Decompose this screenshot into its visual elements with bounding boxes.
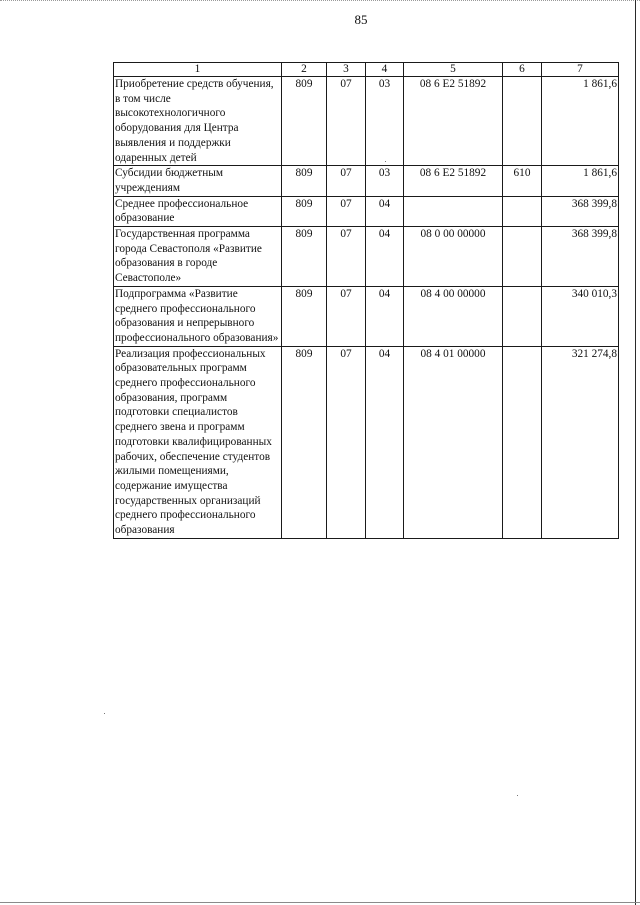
row-name-cell: Среднее профессиональное образование: [114, 196, 282, 226]
header-col-2: 2: [282, 63, 327, 77]
row-amount-cell: 321 274,8: [542, 346, 619, 538]
row-type-cell: [503, 346, 542, 538]
scan-speck: [104, 713, 105, 714]
scan-speck: [517, 795, 518, 796]
header-col-3: 3: [327, 63, 366, 77]
row-target-cell: 08 0 00 00000: [404, 227, 503, 287]
table-body: [114, 77, 619, 539]
header-col-5: 5: [404, 63, 503, 77]
row-name-cell: Субсидии бюджетным учреждениям: [114, 166, 282, 196]
row-type-cell: [503, 227, 542, 287]
row-target-cell: [404, 196, 503, 226]
row-name-cell: Подпрограмма «Развитие среднего профессионального образования и непрерывного профессионального образования»: [114, 286, 282, 346]
row-code-cell: 809: [282, 196, 327, 226]
row-target-cell: 08 6 Е2 51892: [404, 77, 503, 166]
header-col-6: 6: [503, 63, 542, 77]
header-col-4: 4: [366, 63, 404, 77]
row-section-cell: 07: [327, 346, 366, 538]
row-subsection-cell: 04: [366, 196, 404, 226]
header-row: [114, 63, 619, 77]
row-section-cell: 07: [327, 77, 366, 166]
row-target-cell: 08 4 01 00000: [404, 346, 503, 538]
scan-bottom-edge: [0, 902, 640, 903]
row-name-cell: Реализация профессиональных образовательных программ среднего профессионального образования, программ подготовки специалистов среднего звена и программ подготовки квалифицированных рабочих, обеспечение студентов жилыми помещениями, содержание имущества государственных организаций среднего профессионального образования: [114, 346, 282, 538]
scan-right-edge: [635, 0, 636, 905]
row-code-cell: 809: [282, 286, 327, 346]
row-name-cell: Государственная программа города Севастополя «Развитие образования в городе Севастополе»: [114, 227, 282, 287]
row-section-cell: 07: [327, 227, 366, 287]
table-row: [114, 196, 619, 226]
row-section-cell: 07: [327, 286, 366, 346]
table-row: [114, 166, 619, 196]
table-row: [114, 346, 619, 538]
row-subsection-cell: 04: [366, 227, 404, 287]
row-code-cell: 809: [282, 227, 327, 287]
scan-speck: [385, 161, 386, 162]
row-subsection-cell: 03: [366, 166, 404, 196]
table-row: [114, 77, 619, 166]
row-name-cell: Приобретение средств обучения, в том числе высокотехнологичного оборудования для Центра выявления и поддержки одаренных детей: [114, 77, 282, 166]
row-target-cell: 08 6 Е2 51892: [404, 166, 503, 196]
header-col-1: 1: [114, 63, 282, 77]
row-target-cell: 08 4 00 00000: [404, 286, 503, 346]
row-type-cell: [503, 77, 542, 166]
row-amount-cell: 1 861,6: [542, 77, 619, 166]
row-code-cell: 809: [282, 166, 327, 196]
row-amount-cell: 368 399,8: [542, 196, 619, 226]
scan-top-edge: [0, 0, 640, 4]
table-header: [114, 63, 619, 77]
row-subsection-cell: 03: [366, 77, 404, 166]
row-section-cell: 07: [327, 196, 366, 226]
budget-table: [113, 62, 619, 539]
header-col-7: 7: [542, 63, 619, 77]
row-amount-cell: 368 399,8: [542, 227, 619, 287]
page-number: 85: [354, 12, 368, 27]
row-section-cell: 07: [327, 166, 366, 196]
row-code-cell: 809: [282, 346, 327, 538]
row-subsection-cell: 04: [366, 346, 404, 538]
row-subsection-cell: 04: [366, 286, 404, 346]
row-type-cell: [503, 196, 542, 226]
row-code-cell: 809: [282, 77, 327, 166]
row-type-cell: [503, 286, 542, 346]
row-type-cell: 610: [503, 166, 542, 196]
table-row: [114, 286, 619, 346]
row-amount-cell: 340 010,3: [542, 286, 619, 346]
table-row: [114, 227, 619, 287]
row-amount-cell: 1 861,6: [542, 166, 619, 196]
